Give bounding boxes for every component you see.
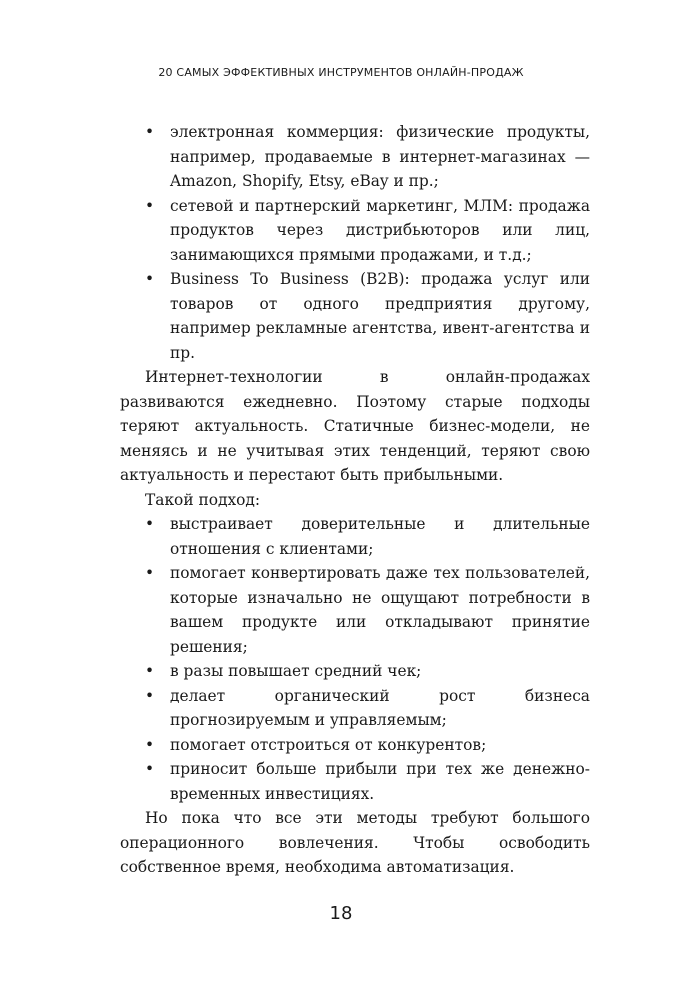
paragraph-automation: Но пока что все эти методы требуют большого операционного вовлечения. Чтобы освободить собственное время, необходима автоматизация.: [120, 809, 590, 876]
list-item-text: электронная коммерция: физические продукты, например, продаваемые в интернет-магазинах — Amazon, Shopify, Etsy, eBay и пр.;: [170, 123, 590, 190]
list-item: [120, 684, 590, 733]
list-item: [120, 561, 590, 659]
list-item: [120, 194, 590, 268]
bullet-list-business-types: [120, 120, 590, 365]
list-item: [120, 757, 590, 806]
list-item: [120, 733, 590, 758]
list-item-text: делает органический рост бизнеса прогнозируемым и управляемым;: [170, 686, 590, 729]
list-item-text: помогает отстроиться от конкурентов;: [170, 735, 487, 754]
bullet-icon: •: [145, 760, 155, 778]
list-item-text: сетевой и партнерский маркетинг, МЛМ: продажа продуктов через дистрибьюторов или лиц, занимающихся прямыми продажами, и т.д.;: [170, 196, 590, 264]
list-item: [120, 267, 590, 365]
page-content: [120, 120, 590, 880]
page-number: 18: [329, 903, 353, 924]
bullet-icon: •: [145, 686, 155, 705]
list-item-text: выстраивает доверительные и длительные отношения с клиентами;: [170, 515, 590, 558]
list-item-text: помогает конвертировать даже тех пользователей, которые изначально не ощущают потребности в вашем продукте или откладывают принятие решения;: [170, 564, 590, 656]
list-item-text: в разы повышает средний чек;: [170, 662, 422, 680]
list-item: [120, 120, 590, 194]
list-item-text: приносит больше прибыли при тех же денежно-временных инвестициях.: [170, 760, 590, 803]
bullet-icon: •: [145, 123, 155, 141]
bullet-icon: •: [145, 564, 155, 582]
paragraph-approach-intro: Такой подход:: [145, 490, 261, 509]
bullet-icon: •: [145, 196, 155, 215]
bullet-list-approach-benefits: [120, 512, 590, 806]
list-item: [120, 512, 590, 561]
bullet-icon: •: [145, 662, 155, 680]
bullet-icon: •: [145, 735, 155, 754]
bullet-icon: •: [145, 270, 155, 288]
running-header: 20 САМЫХ ЭФФЕКТИВНЫХ ИНСТРУМЕНТОВ ОНЛАЙН-ПРОДАЖ: [158, 66, 524, 79]
bullet-icon: •: [145, 515, 155, 533]
list-item-text: Business To Business (B2B): продажа услуг или товаров от одного предприятия другому, например рекламные агентства, ивент-агентства и пр.: [170, 270, 590, 362]
paragraph-internet-technologies: Интернет-технологии в онлайн-продажах развиваются ежедневно. Поэтому старые подходы теряют актуальность. Статичные бизнес-модели, не меняясь и не учитывая этих тенденций, теряют свою актуальность и перестают быть прибыльными.: [120, 368, 590, 484]
list-item: [120, 659, 590, 684]
